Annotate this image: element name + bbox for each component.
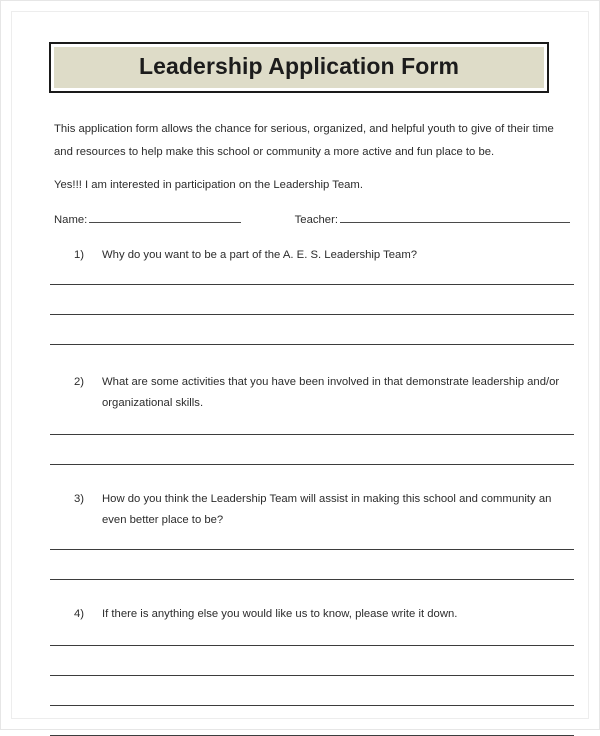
- title-banner: [49, 42, 549, 93]
- question-3-number: 3): [74, 493, 85, 506]
- question-2-text: What are some activities that you have been involved in that demonstrate leadership and/or organizational skills.: [102, 376, 560, 410]
- answer-line[interactable]: [50, 645, 574, 646]
- paper-sheet: [11, 11, 589, 719]
- name-label: Name:: [54, 214, 88, 227]
- question-4-text: If there is anything else you would like us to know, please write it down.: [102, 607, 458, 620]
- teacher-input-blank[interactable]: [340, 211, 570, 223]
- answer-line[interactable]: [50, 549, 574, 550]
- question-4-number: 4): [74, 607, 85, 620]
- answer-line[interactable]: [50, 284, 574, 285]
- intro-paragraph: This application form allows the chance for serious, organized, and helpful youth to give of their time and resources to help make this school or community a more active and fun place to be.: [54, 123, 554, 158]
- answer-lines-question-3[interactable]: [45, 549, 570, 580]
- answer-line[interactable]: [50, 434, 574, 435]
- page-title: Leadership Application Form: [138, 53, 460, 79]
- name-field-group: [54, 211, 295, 226]
- answer-lines-question-4[interactable]: [45, 645, 570, 736]
- answer-line[interactable]: [50, 344, 574, 345]
- interest-statement: Yes!!! I am interested in participation on the Leadership Team.: [54, 179, 363, 192]
- question-1-number: 1): [74, 249, 85, 262]
- name-input-blank[interactable]: [89, 211, 241, 223]
- question-2: [45, 372, 570, 414]
- answer-line[interactable]: [50, 705, 574, 706]
- question-1-text: Why do you want to be a part of the A. E. S. Leadership Team?: [102, 249, 418, 262]
- document-content: [45, 42, 570, 736]
- question-4: [45, 604, 570, 625]
- title-banner-fill: [54, 47, 544, 88]
- question-1: [45, 245, 570, 266]
- question-3-text: How do you think the Leadership Team will assist in making this school and community an even better place to be?: [102, 493, 552, 526]
- answer-line[interactable]: [50, 579, 574, 580]
- teacher-field-group: [295, 211, 570, 226]
- answer-lines-question-2[interactable]: [45, 434, 570, 465]
- answer-lines-question-1[interactable]: [45, 284, 570, 345]
- question-3: [45, 489, 570, 531]
- question-2-number: 2): [74, 376, 85, 389]
- identity-row: [45, 211, 570, 226]
- answer-line[interactable]: [50, 314, 574, 315]
- answer-line[interactable]: [50, 675, 574, 676]
- answer-line[interactable]: [50, 464, 574, 465]
- teacher-label: Teacher:: [294, 214, 338, 227]
